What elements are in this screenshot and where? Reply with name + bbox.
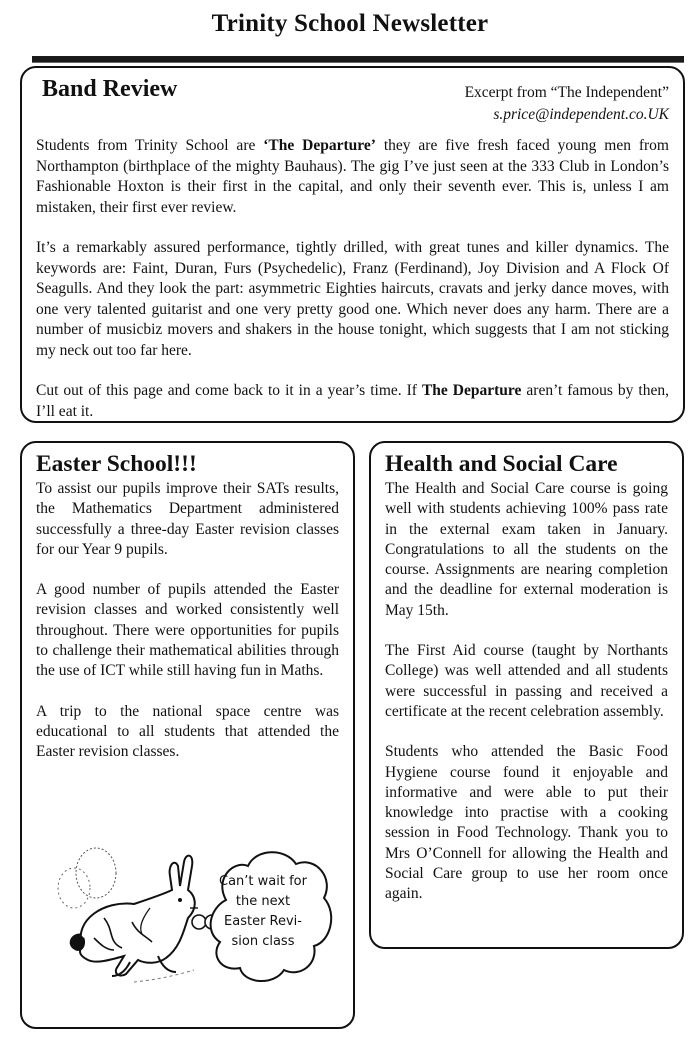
bubble-line-4: sion class — [231, 934, 295, 949]
band-review-box — [20, 66, 685, 423]
rabbit-icon — [70, 856, 198, 982]
health-paragraph-1: The Health and Social Care course is going well with students achieving 100% pass rate in the external exam taken in January. Congratulations to all the students on the course. Assignments are nearing completion and the deadline for external moderation is May 15th. — [385, 480, 668, 619]
band-name-bold-2: The Departure — [421, 382, 522, 399]
health-social-care-title: Health and Social Care — [385, 451, 618, 477]
thought-bubble-text — [208, 872, 318, 952]
band-p1-text-a: Students from Trinity School are — [36, 137, 264, 154]
header-rule — [32, 56, 684, 63]
bubble-line-2: the next — [235, 894, 291, 909]
band-paragraph-3 — [36, 381, 669, 422]
band-paragraph-1 — [36, 136, 669, 218]
egg-outline-icon — [76, 848, 116, 898]
band-p1-text-b: they are five fresh faced young men from Northampton (birthplace of the mighty Bauhaus). The gig I’ve just seen at the 333 Club in London’s Fashionable Hoxton is their first in the capital, and only their seventh ever. This is, unless I am mistaken, their first ever review. — [36, 137, 669, 216]
egg-outline-icon — [58, 868, 90, 908]
band-paragraph-2: It’s a remarkably assured performance, tightly drilled, with great tunes and killer dynamics. The keywords are: Faint, Duran, Furs (Psychedelic), Franz (Ferdinand), Joy Division and A Flock Of Seagulls. And they look the part: asymmetric Eighties haircuts, cravats and jerky dance moves, with one very talented guitarist and one very pretty good one. Which never does any harm. There are a number of musicbiz movers and shakers in the house tonight, which suggests that I am not sticking my neck out too far here. — [36, 239, 669, 359]
bubble-line-1: Can’t wait for — [219, 874, 307, 889]
easter-paragraph-2: A good number of pupils attended the Easter revision classes and worked consistently well throughout. There were opportunities for pupils to challenge their mathematical abilities through the use of ICT while still having fun in Maths. — [36, 581, 339, 680]
health-paragraph-2: The First Aid course (taught by Northants College) was well attended and all students were successful in passing and received a certificate at the recent celebration assembly. — [385, 642, 668, 720]
thought-circle-icon — [192, 915, 206, 929]
band-review-body — [36, 136, 669, 442]
bubble-line-3: Easter Revi- — [224, 914, 302, 929]
easter-paragraph-3: A trip to the national space centre was educational to all students that attended the Easter revision classes. — [36, 702, 339, 761]
easter-school-box — [20, 441, 355, 1029]
band-name-bold: ‘The Departure’ — [263, 137, 376, 154]
health-paragraph-3: Students who attended the Basic Food Hygiene course found it enjoyable and informative and were able to put their knowledge into practise with a cooking session in Food Technology. Thank you to Mrs O’Connell for allowing the Health and Social Care group to use her room once again. — [385, 743, 668, 903]
source-label: Excerpt from “The Independent” — [464, 84, 669, 101]
excerpt-source — [465, 82, 669, 126]
easter-paragraph-1: To assist our pupils improve their SATs results, the Mathematics Department administered successfully a three-day Easter revision classes for our Year 9 pupils. — [36, 480, 339, 558]
band-review-title: Band Review — [42, 76, 178, 102]
band-p3-text-a: Cut out of this page and come back to it in a year’s time. If — [36, 382, 422, 399]
easter-school-title: Easter School!!! — [36, 451, 197, 477]
health-social-care-box — [369, 441, 684, 949]
author-email: s.price@independent.co.UK — [493, 106, 669, 123]
newsletter-title: Trinity School Newsletter — [211, 10, 489, 37]
band-p3-text-b: aren’t famous by then, I’ll eat it. — [36, 382, 669, 420]
